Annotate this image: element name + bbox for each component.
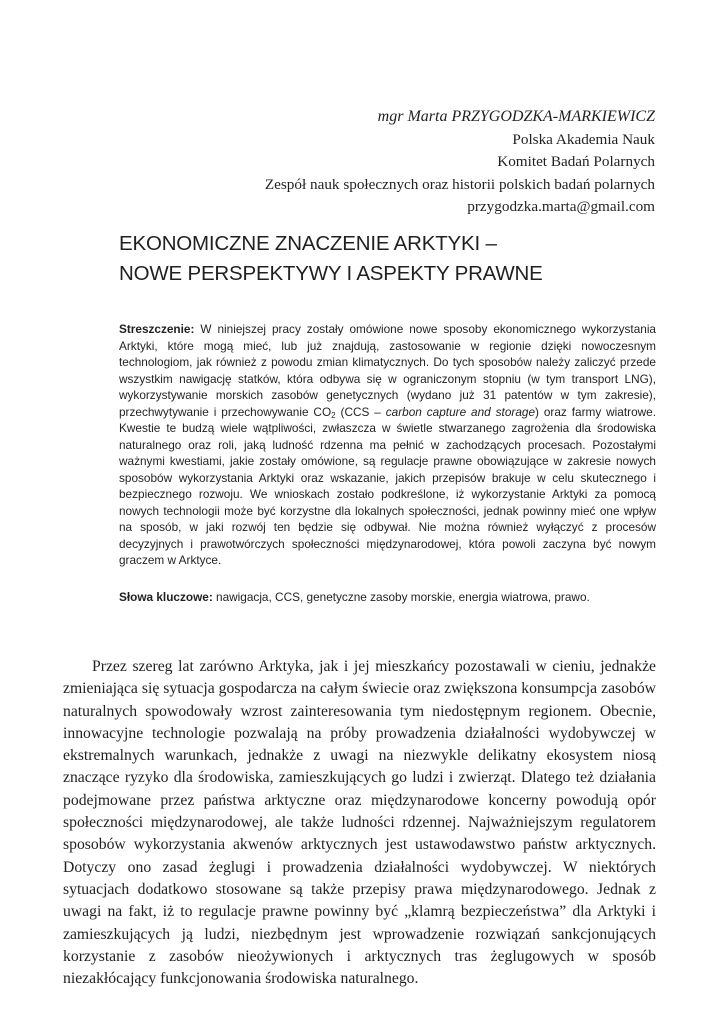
- body-paragraph: Przez szereg lat zarówno Arktyka, jak i jej mieszkańcy pozostawali w cieniu, jednakże zmieniająca się sytuacja gospodarcza na całym świecie oraz zwiększona konsumpcja zasobów naturalnych spowodowały wzrost zainteresowania tym niedostępnym regionem. Obecnie, innowacyjne technologie pozwalają na próby prowadzenia działalności wydobywczej w ekstremalnych warunkach, jednakże z uwagi na niezwykle delikatny ekosystem niosą znaczące ryzyko dla środowiska, zamieszkujących go ludzi i zwierząt. Dlatego też działania podejmowane przez państwa arktyczne oraz międzynarodowe koncerny powodują opór społeczności międzynarodowej, ale także ludności rdzennej. Najważniejszym regulatorem sposobów wykorzystania akwenów arktycznych jest ustawodawstwo państw arktycznych. Dotyczy ono zasad żeglugi i prowadzenia działalności wydobywczej. W niektórych sytuacjach dodatkowo stosowane są także przepisy prawa międzynarodowego. Jednak z uwagi na fakt, iż to regulacje prawne powinny być „klamrą bezpieczeństwa” dla Arktyki i zamieszkujących ją ludzi, niezbędnym jest wprowadzenie rozwiązań sankcjonujących korzystanie z zasobów nieożywionych i arktycznych tras żeglugowych w sposób niezakłócający funkcjonowania środowiska naturalnego.: [63, 658, 656, 988]
- abstract-text-3: ) oraz farmy wiatrowe. Kwestie te budzą wiele wątpliwości, zwłaszcza w świetle stwarzanego zagrożenia dla środowiska naturalnego oraz roli, jaką ludność rdzenna ma pełnić w zachodzących procesach. Pozostałymi ważnymi kwestiami, jakie zostały omówione, są regulacje prawne obowiązujące w zakresie nowych sposobów wykorzystania Arktyki oraz wskazanie, jakich przepisów brakuje w celu skutecznego i bezpiecznego rozwoju. We wnioskach zostało podkreślone, iż wykorzystanie Arktyki za pomocą nowych technologii może być korzystne dla lokalnych społeczności, jednak powinny mieć one wpływ na sposób, w jaki rozwój ten będzie się odbywał. Nie można również wyłączyć z procesów decyzyjnych i prawotwórczych społeczności międzynarodowej, która powoli zaczyna być nowym graczem w Arktyce.: [119, 404, 656, 567]
- paper-title: [119, 229, 659, 288]
- abstract-text-2: (CCS –: [335, 404, 386, 419]
- abstract-label: Streszczenie:: [119, 322, 195, 336]
- abstract: [119, 321, 656, 569]
- affiliation-line: Polska Akademia Nauk: [512, 130, 655, 148]
- affiliation-line: Komitet Badań Polarnych: [497, 153, 655, 170]
- title-line-2: NOWE PERSPEKTYWY I ASPEKTY PRAWNE: [119, 261, 543, 285]
- author-email: przygodzka.marta@gmail.com: [467, 198, 655, 215]
- author-prefix: mgr Marta: [377, 108, 448, 125]
- affiliation-line: Zespół nauk społecznych oraz historii polskich badań polarnych: [264, 175, 655, 193]
- keywords: [119, 589, 656, 606]
- keywords-text: nawigacja, CCS, genetyczne zasoby morskie, energia wiatrowa, prawo.: [216, 590, 590, 604]
- author-block: [265, 106, 655, 219]
- title-line-1: EKONOMICZNE ZNACZENIE ARKTYKI –: [119, 232, 497, 255]
- abstract-text-1: W niniejszej pracy zostały omówione nowe sposoby ekonomicznego wykorzystania Arktyki, które mogą mieć, lub już znajdują, zastosowanie w regionie dzięki nowoczesnym technologiom, jak również z powodu zmian klimatycznych. Do tych sposobów należy zaliczyć przede wszystkim nawigację statków, która odbywa się w ograniczonym stopniu (w tym transport LNG), wykorzystywanie morskich zasobów genetycznych (wydano już 31 patentów w tym zakresie), przechwytywanie i przechowywanie CO: [119, 322, 656, 419]
- co2-subscript: 2: [331, 410, 336, 420]
- author-name: [265, 106, 655, 129]
- abstract-italic-term: carbon capture and storage: [385, 404, 536, 419]
- keywords-label: Słowa kluczowe:: [119, 590, 213, 604]
- author-surname: PRZYGODZKA-MARKIEWICZ: [451, 108, 655, 125]
